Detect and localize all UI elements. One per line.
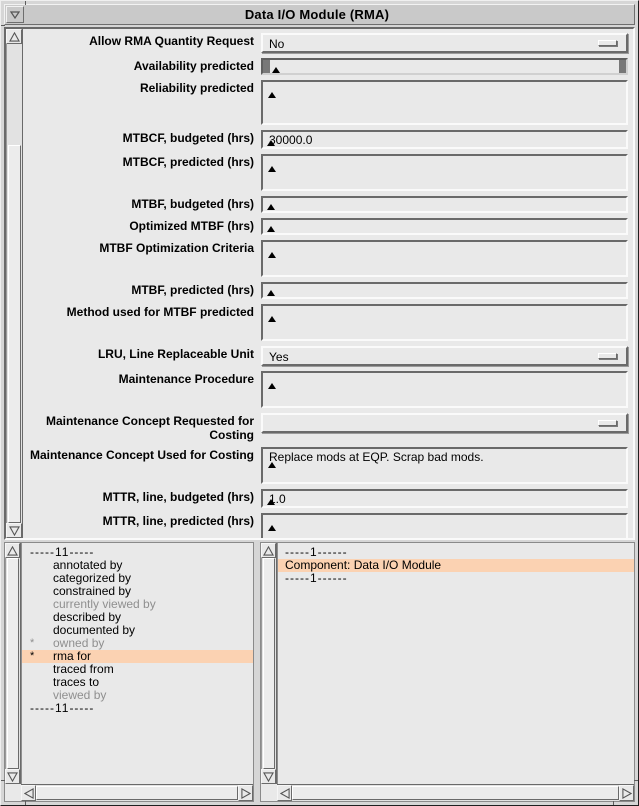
scrollbar-thumb[interactable] (36, 786, 238, 800)
field-label: MTBF Optimization Criteria (99, 241, 254, 255)
text-caret-icon (267, 226, 275, 232)
scrollbar-thumb[interactable] (263, 558, 275, 769)
text-caret-icon (268, 166, 276, 172)
scroll-down-button[interactable] (5, 769, 20, 784)
form-row (23, 130, 633, 149)
rma-form (23, 29, 633, 538)
title-bar[interactable] (4, 4, 635, 25)
text-caret-icon (268, 462, 276, 468)
list-count-header: -----11----- (30, 545, 95, 559)
field-label: MTBCF, budgeted (hrs) (122, 131, 254, 145)
list-item-selected[interactable]: * rma for (22, 650, 253, 663)
field-label: MTBF, budgeted (hrs) (131, 197, 254, 211)
lru-select[interactable]: Yes (261, 346, 628, 366)
scrollbar-trough[interactable] (292, 785, 619, 801)
form-row (23, 240, 633, 277)
list-item[interactable]: traced from (53, 662, 114, 676)
rma-form-panel (4, 27, 635, 540)
scrollbar-thumb[interactable] (7, 558, 19, 769)
field-label: MTBCF, predicted (hrs) (122, 155, 254, 169)
field-label: MTBF, predicted (hrs) (131, 283, 254, 297)
resize-notch (25, 1, 26, 5)
window-menu-button[interactable] (6, 6, 24, 23)
scrollbar-trough[interactable] (36, 785, 238, 801)
scroll-left-icon (24, 788, 34, 799)
reliability-predicted-input[interactable] (261, 80, 628, 125)
scroll-up-button[interactable] (6, 29, 22, 44)
resize-notch (634, 780, 638, 781)
form-row (23, 80, 633, 125)
form-row (23, 447, 633, 484)
field-label: Reliability predicted (139, 81, 254, 95)
relations-list (21, 543, 253, 784)
field-label: Optimized MTBF (hrs) (129, 219, 254, 233)
availability-predicted-input[interactable] (261, 58, 628, 75)
window-title: Data I/O Module (RMA) (244, 7, 390, 22)
form-vertical-scrollbar[interactable] (6, 29, 23, 538)
maintenance-concept-requested-select[interactable] (261, 413, 628, 433)
mttr-line-budgeted-input[interactable]: 1.0 (261, 489, 628, 508)
form-row (23, 489, 633, 508)
text-caret-icon (267, 290, 275, 296)
form-row (23, 282, 633, 299)
optimized-mtbf-input[interactable] (261, 218, 628, 235)
scroll-down-icon (7, 772, 18, 782)
scroll-right-button[interactable] (238, 785, 253, 801)
resize-notch (1, 780, 5, 781)
resize-notch (1, 25, 5, 26)
form-row (23, 154, 633, 191)
scrollbar-trough[interactable] (5, 558, 20, 769)
field-label: MTTR, line, budgeted (hrs) (102, 490, 254, 504)
scroll-down-button[interactable] (6, 523, 22, 538)
mtbcf-predicted-input[interactable] (261, 154, 628, 191)
form-row (23, 513, 633, 538)
text-caret-icon (267, 204, 275, 210)
scroll-up-icon (7, 546, 18, 556)
list-count-footer: -----11----- (30, 701, 95, 715)
form-row (23, 346, 633, 366)
targets-horizontal-scrollbar[interactable] (277, 784, 634, 801)
form-row (23, 218, 633, 235)
mtbf-predicted-method-input[interactable] (261, 304, 628, 341)
field-label: Maintenance Concept Used for Costing (29, 448, 254, 462)
list-item[interactable]: currently viewed by (53, 597, 156, 611)
scroll-left-button[interactable] (277, 785, 292, 801)
list-item[interactable]: viewed by (53, 688, 107, 702)
list-item[interactable]: described by (53, 610, 122, 624)
form-row (23, 58, 633, 75)
window-menu-icon (10, 11, 20, 19)
form-row (23, 413, 633, 442)
scroll-down-button[interactable] (261, 769, 276, 784)
option-menu-indicator-icon (598, 353, 617, 359)
relations-panel (4, 542, 254, 802)
text-caret-icon (268, 92, 276, 98)
field-label: Allow RMA Quantity Request (89, 34, 254, 48)
scroll-up-button[interactable] (261, 543, 276, 558)
text-caret-icon (268, 383, 276, 389)
list-item[interactable]: annotated by (53, 558, 123, 572)
bottom-panels (4, 542, 635, 802)
scrollbar-corner (5, 784, 21, 801)
relations-vertical-scrollbar[interactable] (5, 543, 21, 784)
text-caret-icon (272, 67, 280, 73)
text-caret-icon (268, 525, 276, 531)
relations-horizontal-scrollbar[interactable] (21, 784, 253, 801)
scrollbar-thumb[interactable] (8, 145, 21, 523)
option-menu-indicator-icon (598, 420, 617, 426)
text-caret-icon (268, 252, 276, 258)
scroll-down-icon (9, 526, 20, 536)
list-count-header: -----1------ (285, 545, 348, 559)
list-item-selected[interactable]: Component: Data I/O Module (278, 559, 634, 572)
list-item[interactable]: categorized by (53, 571, 132, 585)
scroll-right-button[interactable] (619, 785, 634, 801)
list-item[interactable]: * owned by (30, 636, 105, 650)
form-row (23, 196, 633, 213)
scrollbar-trough[interactable] (261, 558, 276, 769)
mttr-line-predicted-input[interactable] (261, 513, 628, 538)
scrollbar-corner (261, 784, 277, 801)
field-label: MTTR, line, predicted (hrs) (102, 514, 254, 528)
allow-rma-quantity-request-select[interactable]: No (261, 33, 628, 53)
mtbf-budgeted-input[interactable] (261, 196, 628, 213)
resize-notch (613, 801, 614, 805)
form-row (23, 371, 633, 408)
list-item[interactable]: traces to (53, 675, 100, 689)
field-label: Maintenance Procedure (118, 372, 254, 386)
targets-list (277, 543, 634, 784)
scroll-right-icon (241, 788, 251, 799)
targets-panel (260, 542, 635, 802)
field-label: LRU, Line Replaceable Unit (97, 347, 254, 361)
scrollbar-thumb[interactable] (292, 786, 619, 800)
list-item[interactable]: documented by (53, 623, 136, 637)
mtbcf-budgeted-input[interactable]: 30000.0 (261, 130, 628, 149)
list-count-footer: -----1------ (285, 571, 348, 585)
scroll-left-icon (280, 788, 290, 799)
mtbf-predicted-input[interactable] (261, 282, 628, 299)
scroll-down-icon (263, 772, 274, 782)
targets-vertical-scrollbar[interactable] (261, 543, 277, 784)
text-caret-icon (268, 316, 276, 322)
scrollbar-trough[interactable] (6, 44, 22, 523)
field-label: Method used for MTBF predicted (66, 305, 254, 319)
resize-notch (25, 801, 26, 805)
maintenance-procedure-input[interactable] (261, 371, 628, 408)
option-menu-indicator-icon (598, 40, 617, 46)
scroll-right-icon (622, 788, 632, 799)
scroll-left-button[interactable] (21, 785, 36, 801)
form-row (23, 304, 633, 341)
field-label: Availability predicted (133, 59, 254, 73)
text-caret-icon (267, 140, 275, 146)
scroll-up-icon (9, 32, 20, 42)
scroll-up-icon (263, 546, 274, 556)
scroll-up-button[interactable] (5, 543, 20, 558)
field-label: Maintenance Concept Requested for Costing (45, 414, 254, 442)
text-caret-icon (267, 499, 275, 505)
maintenance-concept-used-input[interactable]: Replace mods at EQP. Scrap bad mods. (261, 447, 628, 484)
list-item[interactable]: constrained by (53, 584, 132, 598)
mtbf-optimization-criteria-input[interactable] (261, 240, 628, 277)
form-row (23, 33, 633, 53)
